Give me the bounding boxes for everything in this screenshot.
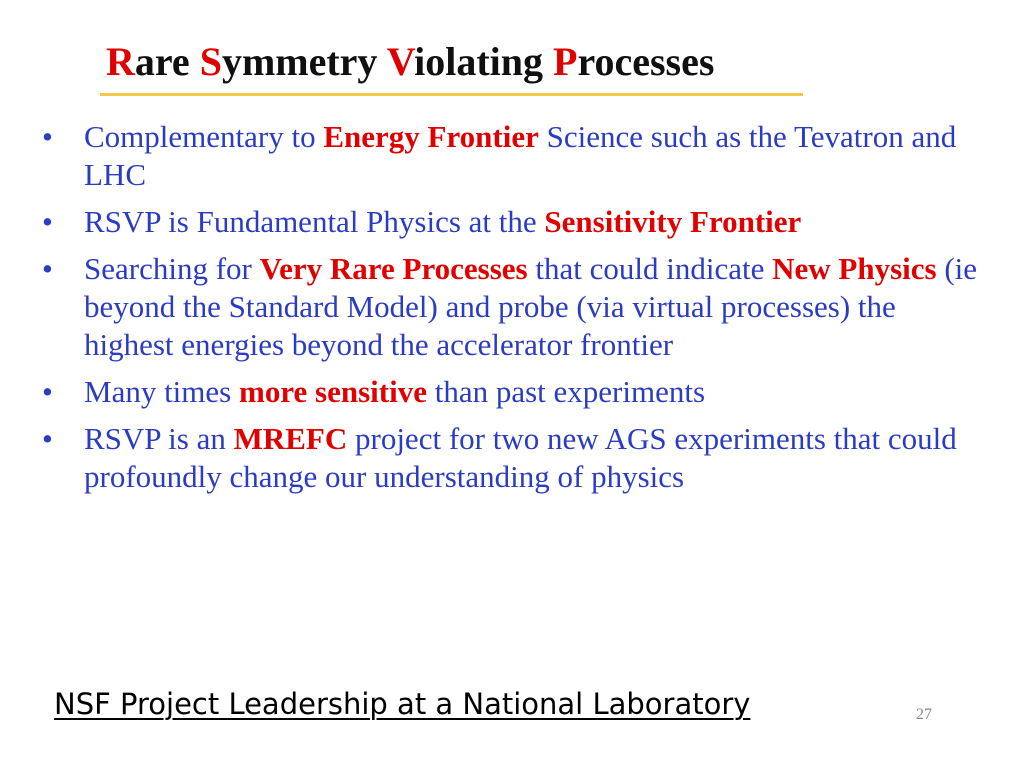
bullet-highlight: Sensitivity Frontier [544, 204, 802, 239]
title-initial-s: S [199, 39, 222, 84]
bullet-text: Many times [84, 374, 239, 409]
title-underline-rule [100, 93, 803, 96]
bullet-item [40, 203, 990, 241]
bullet-text: project for two new AGS experiments that could profoundly change our understanding of physics [84, 421, 957, 494]
bullet-item [40, 118, 990, 194]
title-initial-r: R [106, 39, 135, 84]
bullet-text: than past experiments [426, 374, 706, 409]
slide-title [106, 36, 714, 88]
bullet-text: RSVP is Fundamental Physics at the [84, 204, 545, 239]
bullet-marker: • [42, 251, 53, 286]
bullet-marker: • [42, 119, 53, 154]
bullet-text: RSVP is an [84, 421, 234, 456]
title-word-rest: rocesses [577, 39, 715, 84]
bullet-marker: • [42, 204, 53, 239]
slide-footer: NSF Project Leadership at a National Laboratory [54, 687, 751, 721]
slide-number: 27 [916, 706, 932, 723]
bullet-item [40, 373, 990, 411]
bullet-text: Searching for [84, 251, 260, 286]
bullet-text: that could indicate [527, 251, 773, 286]
bullet-highlight: Very Rare Processes [259, 251, 528, 286]
bullet-list [40, 118, 990, 505]
bullet-highlight: MREFC [233, 421, 348, 456]
bullet-item [40, 250, 990, 364]
bullet-highlight: New Physics [772, 251, 937, 286]
bullet-item [40, 420, 990, 496]
bullet-highlight: Energy Frontier [323, 119, 539, 154]
title-initial-v: V [386, 39, 415, 84]
title-initial-p: P [553, 39, 578, 84]
bullet-marker: • [42, 421, 53, 456]
title-word-rest: are [134, 39, 200, 84]
title-word-rest: iolating [414, 39, 553, 84]
bullet-text: Science such as the Tevatron and LHC [84, 119, 957, 192]
bullet-marker: • [42, 374, 53, 409]
bullet-highlight: more sensitive [239, 374, 427, 409]
bullet-text: (ie beyond the Standard Model) and probe (via virtual processes) the highest energies beyond the accelerator frontier [84, 251, 978, 362]
bullet-text: Complementary to [84, 119, 324, 154]
title-word-rest: ymmetry [221, 39, 387, 84]
